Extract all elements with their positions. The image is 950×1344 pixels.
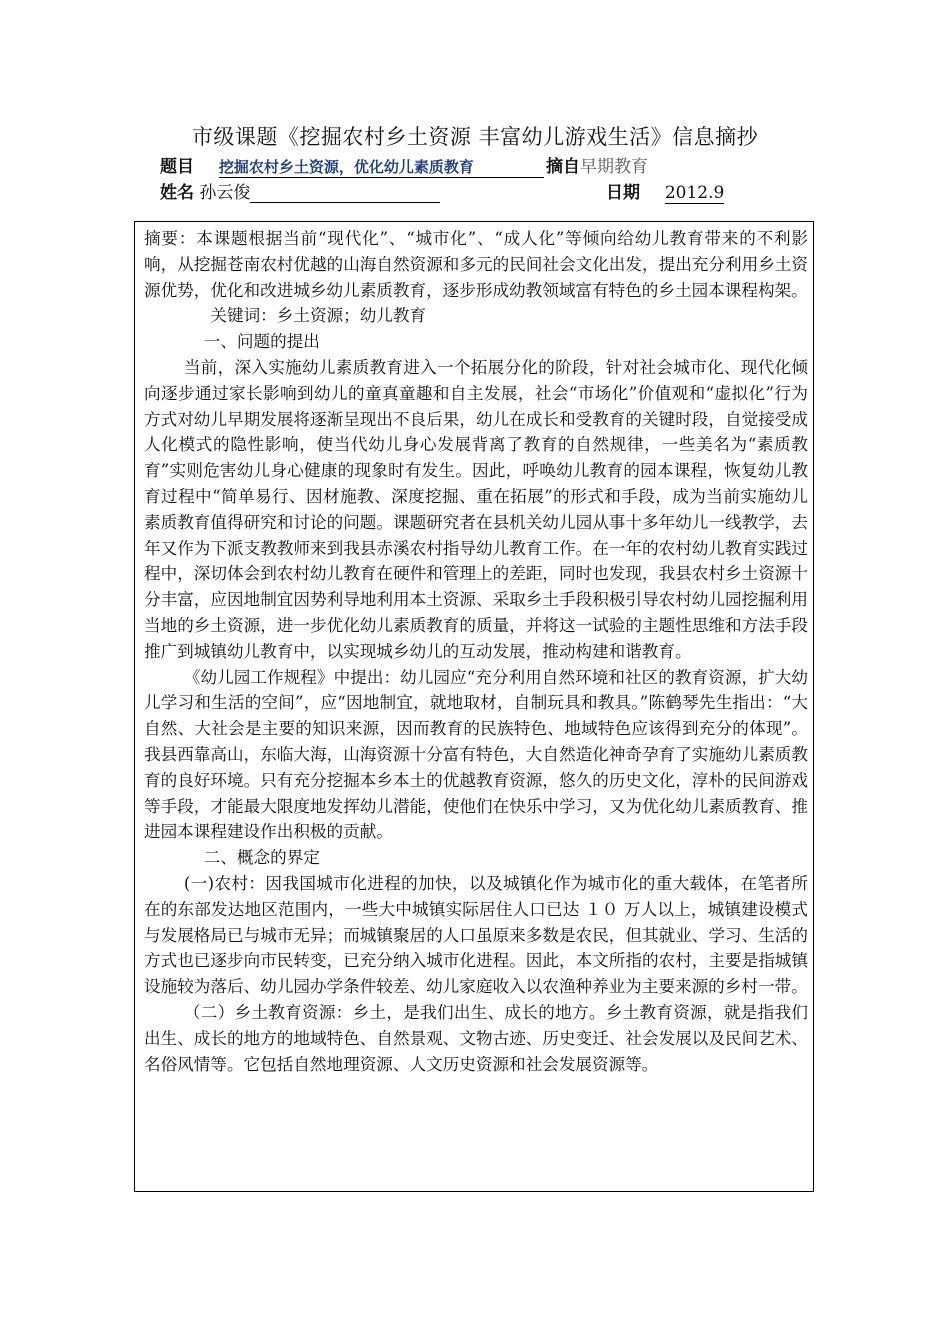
document-title: 市级课题《挖掘农村乡土资源 丰富幼儿游戏生活》信息摘抄 bbox=[191, 125, 759, 149]
paragraph-2: 《幼儿园工作规程》中提出：幼儿园应“充分利用自然环境和社区的教育资源，扩大幼儿学习和生活的空间”，应“因地制宜，就地取材，自制玩具和教具。”陈鹤琴先生指出：“大自然、大社会是主要的知识来源，因而教育的民族特色、地域特色应该得到充分的体现”。我县西靠高山，东临大海，山海资源十分富有特色，大自然造化神奇孕育了实施幼儿素质教育的良好环境。只有充分挖掘本乡本土的优越教育资源，悠久的历史文化，淳朴的民间游戏等手段，才能最大限度地发挥幼儿潜能，使他们在快乐中学习，又为优化幼儿素质教育、推进园本课程建设作出积极的贡献。 bbox=[144, 667, 808, 842]
content-body bbox=[144, 226, 808, 1077]
source-value: 早期教育 bbox=[580, 157, 648, 177]
paragraph-3: (一)农村：因我国城市化进程的加快，以及城镇化作为城市化的重大载体，在笔者所在的东部发达地区范围内，一些大中城镇实际居住人口已达 １０ 万人以上，城镇建设模式与发展格局已与城市无异；而城镇聚居的人口虽原来多数是农民，但其就业、学习、生活的方式也已逐步向市民转变，已充分纳入城市化进程。因此，本文所指的农村，主要是指城镇设施较为落后、幼儿园办学条件较差、幼儿家庭收入以农渔种养业为主要来源的乡村一带。 bbox=[144, 873, 808, 997]
paragraph-1: 当前，深入实施幼儿素质教育进入一个拓展分化的阶段，针对社会城市化、现代化倾向逐步通过家长影响到幼儿的童真童趣和自主发展，社会“市场化”价值观和“虚拟化”行为方式对幼儿早期发展将逐渐呈现出不良后果，幼儿在成长和受教育的关键时段，自觉接受成人化模式的隐性影响，使当代幼儿身心发展背离了教育的自然规律，一些美名为“素质教育”实则危害幼儿身心健康的现象时有发生。因此，呼唤幼儿教育的园本课程，恢复幼儿教育过程中“简单易行、因材施教、深度挖掘、重在拓展”的形式和手段，成为当前实施幼儿素质教育值得研究和讨论的问题。课题研究者在县机关幼儿园从事十多年幼儿一线教学，去年又作为下派支教教师来到我县赤溪农村指导幼儿教育工作。在一年的农村幼儿教育实践过程中，深切体会到农村幼儿教育在硬件和管理上的差距，同时也发现，我县农村乡土资源十分丰富，应因地制宜因势利导地利用本土资源、采取乡土手段积极引导农村幼儿园挖掘利用当地的乡土资源，进一步优化幼儿素质教育的质量，并将这一试验的主题性思维和方法手段推广到城镇幼儿教育中，以实现城乡幼儿的互动发展，推动构建和谐教育。 bbox=[144, 357, 808, 661]
name-label: 姓名 bbox=[160, 183, 194, 203]
subject-value: 挖掘农村乡土资源，优化幼儿素质教育 bbox=[218, 158, 474, 176]
subject-label: 题目 bbox=[160, 157, 194, 177]
section-heading-2: 二、概念的界定 bbox=[203, 848, 320, 868]
subject-row bbox=[160, 152, 544, 178]
date-value: 2012.9 bbox=[664, 183, 725, 203]
source-row bbox=[546, 152, 648, 177]
source-label: 摘自 bbox=[546, 157, 580, 177]
section-heading-1: 一、问题的提出 bbox=[203, 332, 320, 352]
abstract: 摘要：本课题根据当前“现代化”、“城市化”、“成人化”等倾向给幼儿教育带来的不利影响，从挖掘苍南农村优越的山海自然资源和多元的民间社会文化出发，提出充分利用乡土资源优势，优化和改进城乡幼儿素质教育，逐步形成幼教领域富有特色的乡土园本课程构架。 bbox=[144, 229, 808, 300]
name-value: 孙云俊 bbox=[199, 183, 251, 203]
name-row bbox=[160, 178, 440, 203]
date-label: 日期 bbox=[606, 183, 640, 203]
date-row bbox=[606, 178, 724, 204]
keywords: 关键词：乡土资源；幼儿教育 bbox=[210, 306, 427, 326]
paragraph-4: （二）乡土教育资源：乡土，是我们出生、成长的地方。乡土教育资源，就是指我们出生、成长的地方的地域特色、自然景观、文物古迹、历史变迁、社会发展以及民间艺术、名俗风情等。它包括自然地理资源、人文历史资源和社会发展资源等。 bbox=[144, 1002, 808, 1074]
